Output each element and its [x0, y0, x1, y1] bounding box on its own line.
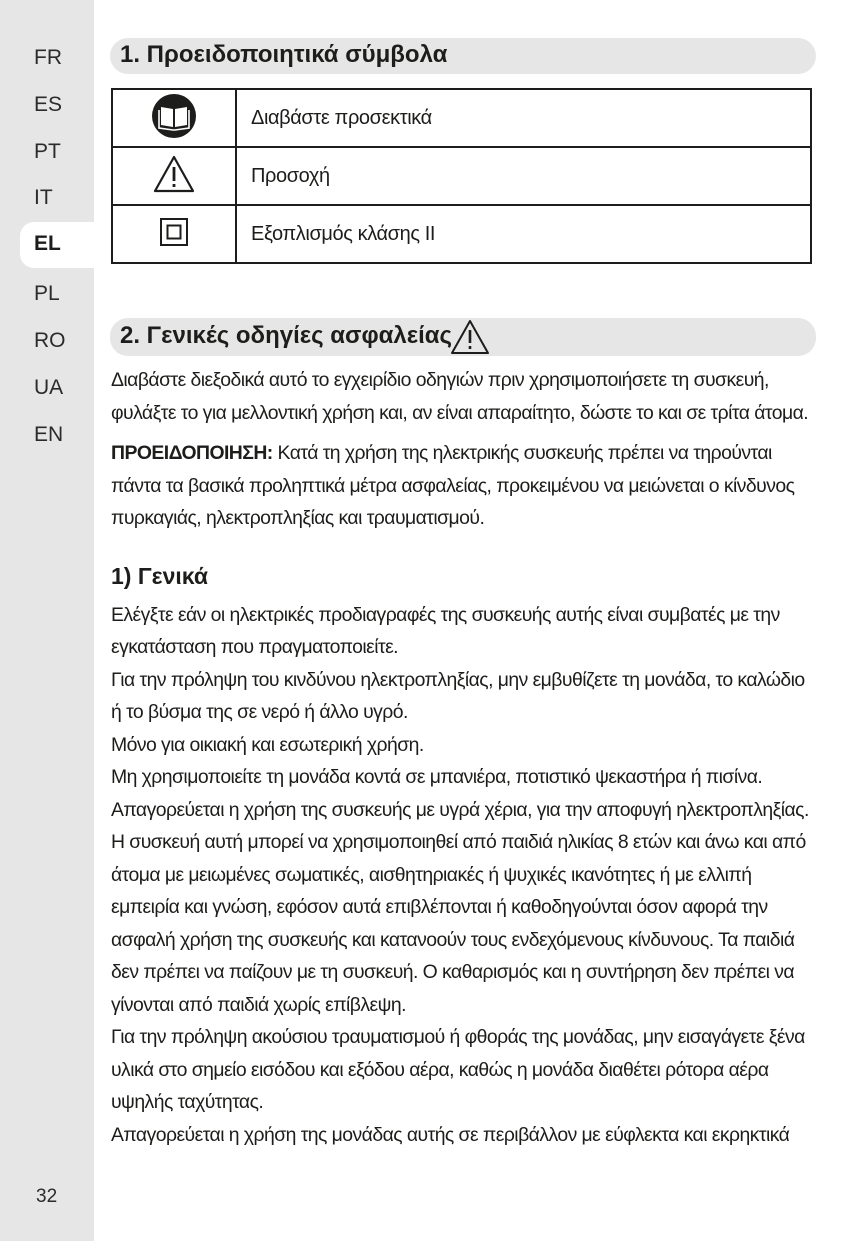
lang-tab-el-active[interactable]: EL — [20, 222, 94, 268]
paragraph: Απαγορεύεται η χρήση της μονάδας αυτής σε περιβάλλον με εύφλεκτα και εκρηκτικά — [111, 1123, 790, 1146]
symbol-label: Διαβάστε προσεκτικά — [236, 89, 811, 147]
intro-paragraph: Διαβάστε διεξοδικά αυτό το εγχειρίδιο οδηγιών πριν χρησιμοποιήσετε τη συσκευή, φυλάξτε το για μελλοντική χρήση και, αν είναι απαραίτητο, δώστε το και σε τρίτα άτομα. — [111, 369, 809, 424]
icon-cell — [112, 89, 236, 147]
read-manual-icon — [151, 93, 197, 139]
symbol-label: Εξοπλισμός κλάσης II — [236, 205, 811, 263]
icon-cell — [112, 205, 236, 263]
paragraph: Μόνο για οικιακή και εσωτερική χρήση. — [111, 733, 424, 756]
paragraph: Μη χρησιμοποιείτε τη μονάδα κοντά σε μπανιέρα, ποτιστικό ψεκαστήρα ή πισίνα. — [111, 766, 763, 788]
warning-symbols-table — [111, 88, 812, 264]
warning-text: Κατά τη χρήση της ηλεκτρικής συσκευής πρέπει να τηρούνται πάντα τα βασικά προληπτικά μέτρα ασφαλείας, προκειμένου να μειώνεται ο κίνδυνος πυρκαγιάς, ηλεκτροπληξίας και τραυματισμού. — [111, 442, 795, 529]
section-2-header — [110, 318, 816, 356]
warning-triangle-icon — [153, 155, 195, 193]
section-2-title: 2. Γενικές οδηγίες ασφαλείας — [120, 322, 453, 349]
table-row — [112, 89, 811, 147]
symbol-label: Προσοχή — [236, 147, 811, 205]
paragraph: Απαγορεύεται η χρήση της συσκευής με υγρά χέρια, για την αποφυγή ηλεκτροπληξίας. — [111, 798, 809, 821]
subheading-general: 1) Γενικά — [111, 562, 208, 589]
section-1-title: 1. Προειδοποιητικά σύμβολα — [120, 41, 448, 68]
icon-cell — [112, 147, 236, 205]
paragraph: Για την πρόληψη ακούσιου τραυματισμού ή φθοράς της μονάδας, μην εισαγάγετε ξένα υλικά στο σημείο εισόδου και εξόδου αέρα, καθώς η μονάδα διαθέτει ρότορα αέρα υψηλής ταχύτητας. — [111, 1026, 805, 1113]
page-number: 32 — [36, 1186, 58, 1207]
paragraph: Για την πρόληψη του κινδύνου ηλεκτροπληξίας, μην εμβυθίζετε τη μονάδα, το καλώδιο ή το βύσμα της σε νερό ή άλλο υγρό. — [111, 668, 805, 723]
warning-triangle-icon — [450, 319, 490, 355]
safety-instructions-body — [111, 364, 816, 1151]
table-row — [112, 147, 811, 205]
warning-paragraph — [111, 437, 816, 535]
table-row — [112, 205, 811, 263]
paragraph: Ελέγξτε εάν οι ηλεκτρικές προδιαγραφές της συσκευής αυτής είναι συμβατές με την εγκατάσταση που πραγματοποιείτε. — [111, 603, 780, 658]
class-ii-equipment-icon — [159, 217, 189, 247]
paragraph: Η συσκευή αυτή μπορεί να χρησιμοποιηθεί από παιδιά ηλικίας 8 ετών και άνω και από άτομα με μειωμένες σωματικές, αισθητηριακές ή ψυχικές ικανότητες ή με ελλιπή εμπειρία και γνώση, εφόσον αυτά επιβλέπονται ή καθοδηγούνται όσον αφορά την ασφαλή χρήση της συσκευής και κατανοούν τους ενδεχόμενους κίνδυνους. Τα παιδιά δεν πρέπει να παίζουν με τη συσκευή. Ο καθαρισμός και η συντήρηση δεν πρέπει να γίνονται από παιδιά χωρίς επίβλεψη. — [111, 831, 806, 1016]
warning-label: ΠΡΟΕΙΔΟΠΟΙΗΣΗ: — [111, 442, 273, 464]
section-1-header — [110, 38, 816, 74]
